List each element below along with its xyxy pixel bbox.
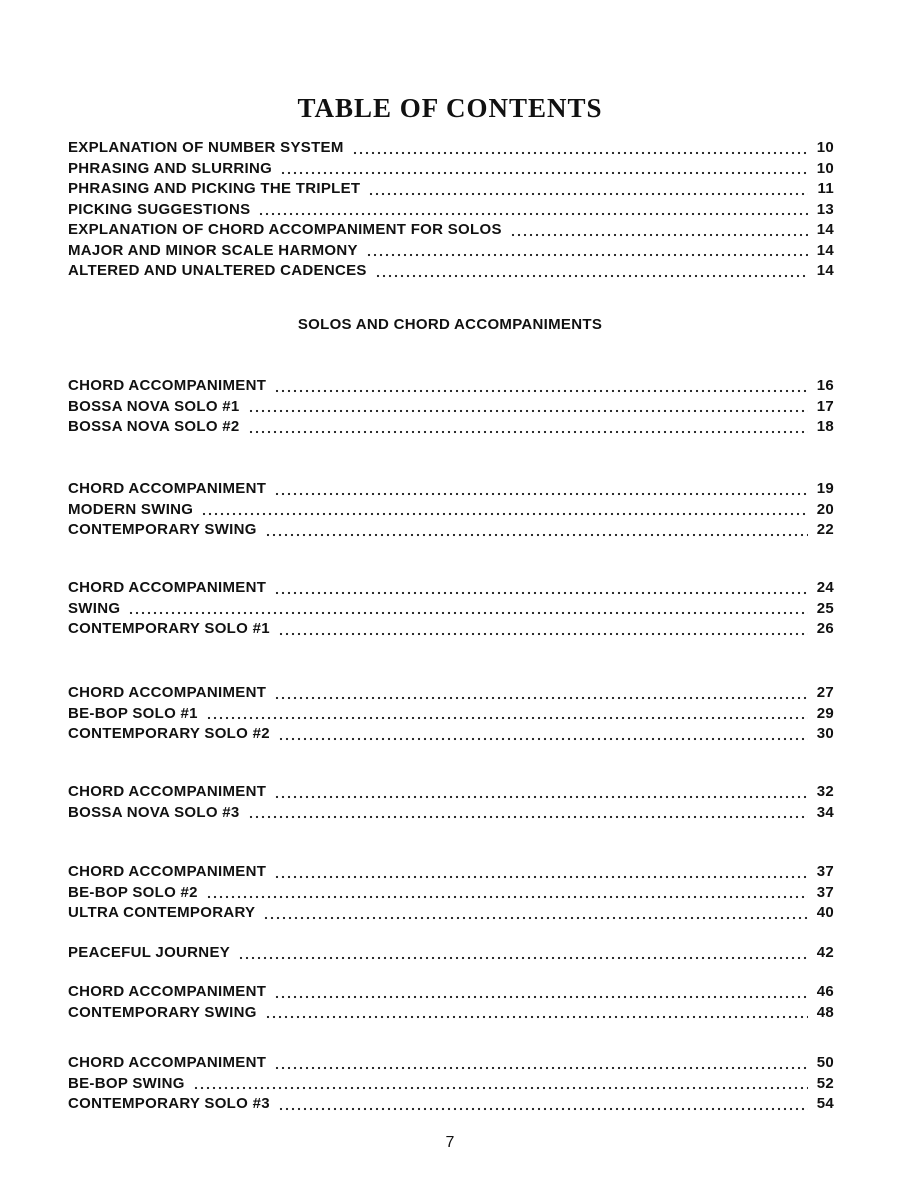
toc-entry-page: 37 (816, 863, 834, 880)
dot-leader (274, 492, 808, 496)
toc-entry (68, 579, 834, 600)
toc-group (68, 480, 834, 542)
dot-leader (274, 591, 808, 595)
toc-entry-page: 24 (816, 579, 834, 596)
toc-entry (68, 480, 834, 501)
toc-entry-page: 50 (816, 1054, 834, 1071)
toc-entry-title: CONTEMPORARY SOLO #3 (68, 1095, 270, 1112)
toc-entry (68, 221, 834, 242)
dot-leader (510, 233, 808, 237)
toc-entry-page: 10 (816, 159, 834, 177)
toc-entry (68, 804, 834, 825)
dot-leader (258, 212, 808, 216)
toc-entry-title: CHORD ACCOMPANIMENT (68, 863, 267, 880)
toc-entry (68, 1004, 834, 1025)
toc-entry-title: ULTRA CONTEMPORARY (68, 904, 256, 921)
toc-entry-page: 14 (816, 221, 834, 238)
toc-entry-title: BOSSA NOVA SOLO #2 (68, 418, 240, 435)
toc-entry (68, 521, 834, 542)
toc-entry (68, 944, 834, 965)
dot-leader (206, 895, 808, 899)
toc-entry-title: CONTEMPORARY SOLO #2 (68, 725, 270, 742)
toc-entry-page: 34 (816, 803, 834, 821)
toc-intro-list (68, 139, 834, 283)
toc-entry-title: ALTERED AND UNALTERED CADENCES (68, 262, 367, 279)
dot-leader (265, 1015, 808, 1019)
toc-entry (68, 398, 834, 419)
toc-entry-title: SWING (68, 599, 121, 617)
toc-entry-page: 11 (817, 180, 834, 197)
toc-entry-page: 18 (816, 418, 834, 435)
toc-entry-title: CHORD ACCOMPANIMENT (68, 684, 267, 701)
toc-entry-title: BOSSA NOVA SOLO #3 (68, 803, 240, 821)
toc-entry (68, 262, 834, 283)
toc-entry-title: CHORD ACCOMPANIMENT (68, 783, 267, 800)
toc-group (68, 863, 834, 925)
dot-leader (238, 956, 808, 960)
dot-leader (274, 1066, 808, 1070)
toc-entry (68, 904, 834, 925)
dot-leader (274, 875, 808, 879)
dot-leader (274, 696, 808, 700)
toc-entry-page: 42 (816, 944, 834, 961)
toc-entry (68, 377, 834, 398)
toc-entry (68, 180, 834, 201)
toc-entry-page: 27 (816, 684, 834, 701)
dot-leader (265, 533, 808, 537)
toc-entry-title: MODERN SWING (68, 500, 194, 518)
toc-entry (68, 418, 834, 439)
toc-entry-title: CHORD ACCOMPANIMENT (68, 1054, 267, 1071)
dot-leader (206, 716, 808, 720)
toc-group (68, 579, 834, 641)
toc-entry-page: 17 (816, 397, 834, 415)
toc-group (68, 783, 834, 824)
toc-entry-title: PEACEFUL JOURNEY (68, 944, 231, 961)
toc-entry-page: 30 (816, 725, 834, 742)
toc-entry-page: 32 (816, 783, 834, 800)
toc-entry (68, 1075, 834, 1096)
toc-entry-title: EXPLANATION OF CHORD ACCOMPANIMENT FOR SOLOS (68, 221, 502, 238)
dot-leader (274, 995, 808, 999)
dot-leader (248, 815, 808, 819)
toc-group (68, 944, 834, 965)
dot-leader (375, 274, 808, 278)
toc-entry-page: 19 (816, 480, 834, 497)
toc-entry (68, 783, 834, 804)
toc-entry-title: CHORD ACCOMPANIMENT (68, 377, 267, 394)
dot-leader (278, 1107, 808, 1111)
dot-leader (368, 192, 808, 196)
toc-entry-page: 46 (816, 983, 834, 1000)
toc-entry (68, 983, 834, 1004)
dot-leader (278, 737, 808, 741)
toc-entry-title: CONTEMPORARY SWING (68, 521, 257, 538)
toc-group (68, 684, 834, 746)
section-heading: SOLOS AND CHORD ACCOMPANIMENTS (297, 316, 603, 333)
toc-entry-title: CHORD ACCOMPANIMENT (68, 480, 267, 497)
toc-entry-title: PHRASING AND PICKING THE TRIPLET (68, 180, 361, 197)
toc-entry (68, 725, 834, 746)
toc-entry (68, 684, 834, 705)
page-number: 7 (445, 1134, 455, 1151)
toc-entry-page: 37 (816, 883, 834, 901)
toc-entry-page: 29 (816, 704, 834, 722)
toc-group (68, 1054, 834, 1116)
dot-leader (274, 389, 808, 393)
dot-leader (274, 795, 808, 799)
dot-leader (128, 611, 808, 615)
toc-entry-title: CHORD ACCOMPANIMENT (68, 579, 267, 596)
toc-entry-title: BE-BOP SWING (68, 1074, 185, 1092)
toc-entry-page: 13 (816, 200, 834, 218)
toc-entry-page: 25 (816, 599, 834, 617)
toc-entry-title: PICKING SUGGESTIONS (68, 200, 251, 218)
dot-leader (352, 151, 808, 155)
dot-leader (366, 253, 808, 257)
toc-entry-title: PHRASING AND SLURRING (68, 159, 273, 177)
toc-entry (68, 1054, 834, 1075)
dot-leader (280, 171, 808, 175)
toc-entry-title: CONTEMPORARY SOLO #1 (68, 620, 270, 637)
toc-entry-page: 16 (816, 377, 834, 394)
toc-entry (68, 863, 834, 884)
toc-entry-page: 14 (816, 241, 834, 259)
toc-entry (68, 620, 834, 641)
dot-leader (278, 632, 808, 636)
toc-entry-page: 48 (816, 1003, 834, 1021)
toc-entry-page: 52 (816, 1074, 834, 1092)
toc-entry (68, 705, 834, 726)
toc-entry-page: 10 (816, 139, 834, 156)
toc-entry (68, 201, 834, 222)
toc-entry (68, 1095, 834, 1116)
dot-leader (248, 430, 808, 434)
toc-entry (68, 242, 834, 263)
toc-entry (68, 600, 834, 621)
toc-entry-title: EXPLANATION OF NUMBER SYSTEM (68, 139, 344, 156)
toc-entry-page: 40 (816, 904, 834, 921)
toc-group (68, 983, 834, 1024)
toc-entry-title: BE-BOP SOLO #2 (68, 883, 198, 901)
dot-leader (201, 512, 808, 516)
dot-leader (263, 916, 808, 920)
page-title: TABLE OF CONTENTS (297, 93, 603, 123)
toc-entry-page: 26 (816, 620, 834, 637)
toc-entry (68, 501, 834, 522)
toc-entry-page: 20 (816, 500, 834, 518)
toc-entry-page: 22 (816, 521, 834, 538)
dot-leader (193, 1086, 808, 1090)
toc-entry-title: CONTEMPORARY SWING (68, 1003, 257, 1021)
dot-leader (248, 409, 808, 413)
toc-entry (68, 139, 834, 160)
toc-group (68, 377, 834, 439)
toc-entry-page: 14 (816, 262, 834, 279)
toc-entry-title: BOSSA NOVA SOLO #1 (68, 397, 240, 415)
toc-entry (68, 884, 834, 905)
toc-entry-title: MAJOR AND MINOR SCALE HARMONY (68, 241, 358, 259)
toc-entry-title: CHORD ACCOMPANIMENT (68, 983, 267, 1000)
toc-entry (68, 160, 834, 181)
toc-entry-page: 54 (816, 1095, 834, 1112)
toc-entry-title: BE-BOP SOLO #1 (68, 704, 198, 722)
